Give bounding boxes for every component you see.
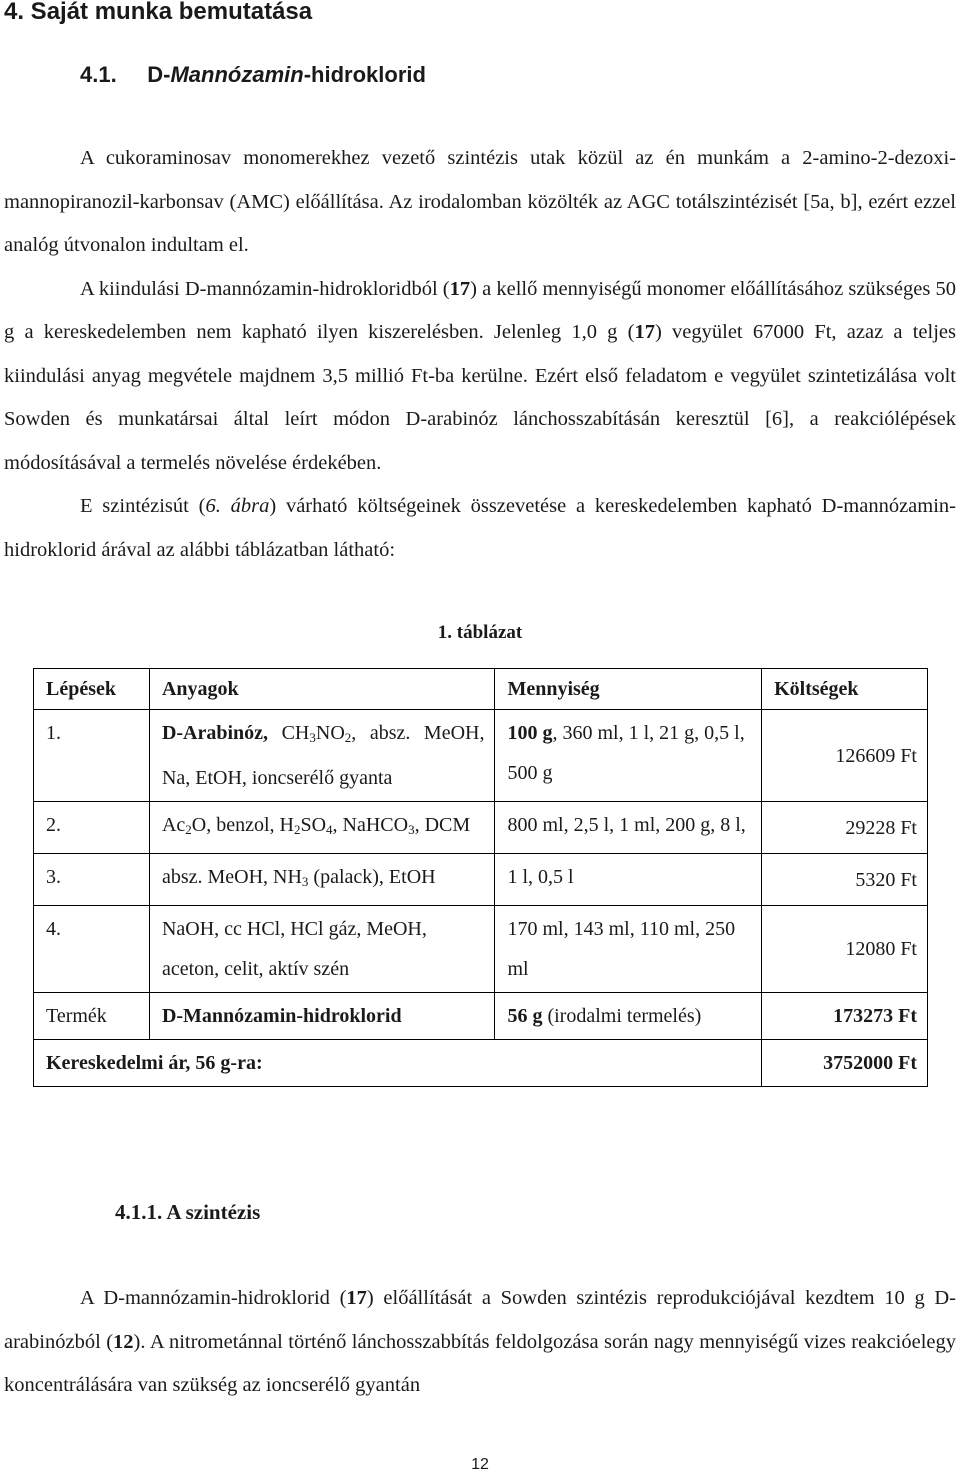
p2-text-e: ) vegyület 67000 Ft, azaz a teljes kiindulási anyag megvétele majdnem 3,5 millió Ft-ba kerülne. Ezért első feladatom e vegyület szintetizálása volt Sowden és munkatársai által leírt módon D-arabinóz lánchosszabításán keresztül [6], a reakciólépések módosításával a termelés növelése érdekében. (4, 321, 956, 474)
intro-paragraph-2 (4, 268, 956, 486)
materials-cell (149, 710, 495, 802)
header-materials: Anyagok (149, 669, 495, 710)
subscript: 2 (344, 730, 352, 745)
table-row (34, 710, 928, 802)
quantity-cell (495, 710, 762, 802)
header-steps: Lépések (34, 669, 150, 710)
header-costs: Költségek (762, 669, 928, 710)
p3-text-c: ) várható költségeinek összevetése a kereskedelemben kapható D-mannózamin-hidroklorid árával az alábbi táblázatban látható: (4, 495, 956, 561)
materials-text: (palack), EtOH (308, 866, 436, 888)
table-row (34, 802, 928, 854)
materials-text: , NaHCO (332, 814, 409, 836)
materials-text: NO (315, 722, 345, 744)
subscript: 3 (309, 730, 316, 745)
product-name: D-Mannózamin-hidroklorid (149, 993, 495, 1040)
table-header-row (34, 669, 928, 710)
materials-text: , DCM (414, 814, 471, 836)
materials-text: SO (300, 814, 327, 836)
step-cell: 4. (34, 906, 150, 993)
product-cost: 173273 Ft (762, 993, 928, 1040)
subscript: 2 (293, 822, 301, 837)
subsection-title-suffix: -hidroklorid (303, 62, 426, 87)
intro-paragraph-1: A cukoraminosav monomerekhez vezető szintézis utak közül az én munkám a 2-amino-2-dezoxi-mannopiranozil-karbonsav (AMC) előállítása. Az irodalomban közölték az AGC totálszintézisét [5a, b], ezért ezzel analóg útvonalon indultam el. (4, 147, 956, 256)
quantity-cell: 170 ml, 143 ml, 110 ml, 250 ml (495, 906, 762, 993)
table-row (34, 906, 928, 993)
p3-text-a: E szintézisút ( (80, 495, 206, 517)
quantity-cell: 1 l, 0,5 l (495, 854, 762, 906)
commercial-row (34, 1040, 928, 1087)
step-cell: 1. (34, 710, 150, 802)
cost-cell: 12080 Ft (762, 906, 928, 993)
step-cell: 2. (34, 802, 150, 854)
subsection-title-prefix: D- (147, 62, 171, 87)
cost-cell: 29228 Ft (762, 802, 928, 854)
compound-ref: 17 (449, 277, 471, 300)
materials-bold: D-Arabinóz, (161, 722, 269, 744)
materials-cell (149, 802, 495, 854)
materials-text: Ac (161, 814, 186, 836)
figure-ref: 6. ábra (205, 495, 270, 517)
commercial-label: Kereskedelmi ár, 56 g-ra: (34, 1040, 762, 1087)
table-row (34, 854, 928, 906)
compound-ref: 12 (113, 1330, 134, 1353)
cost-cell: 5320 Ft (762, 854, 928, 906)
subscript: 2 (185, 822, 192, 837)
page-number: 12 (471, 1456, 489, 1473)
subsection-number: 4.1. (80, 62, 117, 87)
table-caption: 1. táblázat (437, 622, 523, 643)
synthesis-heading: 4.1.1. A szintézis (115, 1200, 261, 1224)
synth-text: ) előállítását a Sowden szintézis reprodukciójával kezdtem 10 g D-arabinózból ( (4, 1287, 956, 1353)
p2-text-a: A kiindulási D-mannózamin-hidrokloridból ( (80, 277, 450, 300)
cost-table (33, 668, 928, 1087)
synthesis-paragraph (4, 1277, 956, 1408)
intro-paragraph-3 (4, 485, 956, 572)
materials-cell: NaOH, cc HCl, HCl gáz, MeOH, aceton, celit, aktív szén (149, 906, 495, 993)
product-row (34, 993, 928, 1040)
materials-text: absz. MeOH, NH (161, 866, 302, 888)
materials-text: CH (268, 722, 310, 744)
step-cell: 3. (34, 854, 150, 906)
compound-ref: 17 (634, 321, 655, 343)
materials-text: O, benzol, H (191, 814, 294, 836)
section-heading: 4. Saját munka bemutatása (4, 0, 313, 25)
quantity-cell: 800 ml, 2,5 l, 1 ml, 200 g, 8 l, (495, 802, 762, 854)
subscript: 3 (408, 822, 415, 837)
commercial-cost: 3752000 Ft (762, 1040, 928, 1087)
compound-ref: 17 (346, 1287, 367, 1309)
synth-text: ). A nitrometánnal történő lánchosszabbítás feldolgozása során nagy mennyiségű vizes reakcióelegy koncentrálására van szükség az ioncserélő gyantán (4, 1330, 956, 1396)
product-label: Termék (34, 993, 150, 1040)
subscript: 3 (301, 874, 309, 889)
intro-text (4, 137, 956, 572)
quantity-bold: 56 g (507, 1005, 543, 1027)
materials-text: , absz. MeOH, Na, EtOH, ioncserélő gyanta (161, 722, 485, 789)
product-quantity (495, 993, 762, 1040)
synth-text: A D-mannózamin-hidroklorid ( (80, 1287, 347, 1309)
subscript: 4 (326, 822, 333, 837)
synthesis-text (4, 1277, 956, 1408)
subsection-title-italic: Mannózamin (170, 62, 304, 87)
quantity-text: (irodalmi termelés) (542, 1005, 702, 1027)
subsection-heading (80, 62, 426, 88)
p2-text-c: ) a kellő mennyiségű monomer előállításához szükséges 50 g a kereskedelemben nem kapható ilyen kiszerelésben. Jelenleg 1,0 g ( (4, 277, 956, 343)
cost-cell: 126609 Ft (762, 710, 928, 802)
header-quantity: Mennyiség (495, 669, 762, 710)
materials-cell (149, 854, 495, 906)
quantity-text: , 360 ml, 1 l, 21 g, 0,5 l, 500 g (507, 722, 745, 784)
quantity-bold: 100 g (507, 722, 553, 744)
